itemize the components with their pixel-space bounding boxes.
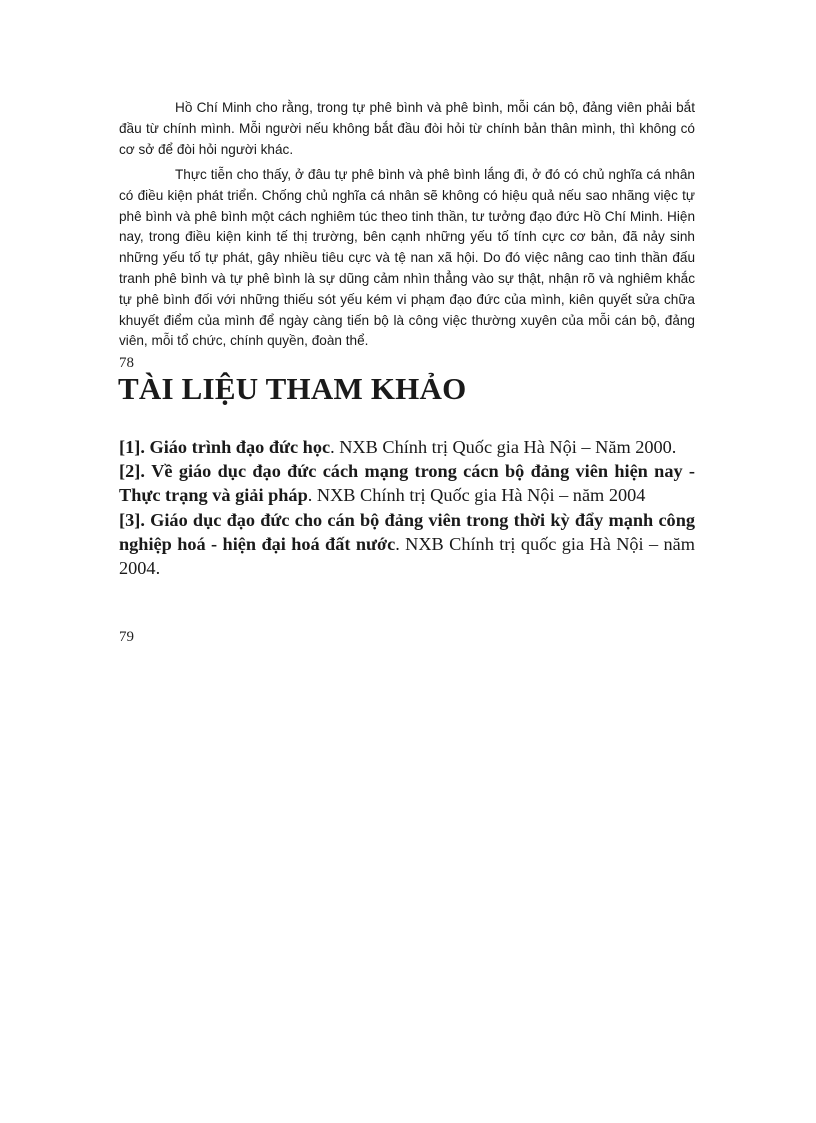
page-number: 79 <box>119 629 134 645</box>
reference-item <box>119 508 695 581</box>
reference-number: [3]. <box>119 509 145 530</box>
references-list <box>119 435 695 580</box>
reference-item <box>119 435 695 459</box>
page-number: 78 <box>119 355 134 371</box>
reference-number: [1]. <box>119 437 145 457</box>
body-paragraph: Hồ Chí Minh cho rằng, trong tự phê bình và phê bình, mỗi cán bộ, đảng viên phải bắt đầu từ chính mình. Mỗi người nếu không bắt đầu đòi hỏi từ chính bản thân mình, thì không có cơ sở để đòi hỏi người khác. <box>119 100 695 157</box>
reference-publisher: . NXB Chính trị quốc gia Hà Nội – năm 2004. <box>119 533 695 579</box>
reference-item <box>119 459 695 507</box>
body-paragraph-2-block <box>119 165 695 352</box>
references-heading: TÀI LIỆU THAM KHẢO <box>118 371 467 406</box>
body-paragraph: Thực tiễn cho thấy, ở đâu tự phê bình và phê bình lắng đi, ở đó có chủ nghĩa cá nhân có điều kiện phát triển. Chống chủ nghĩa cá nhân sẽ không có hiệu quả nếu sao nhãng việc tự phê bình và phê bình một cách nghiêm túc theo tinh thần, tư tưởng đạo đức Hồ Chí Minh. Hiện nay, trong điều kiện kinh tế thị trường, bên cạnh những yếu tố tính cực cơ bản, đã nảy sinh những yếu tố tự phát, gây nhiều tiêu cực và tệ nan xã hội. Do đó việc nâng cao tinh thần đấu tranh phê bình và tự phê bình là sự dũng cảm nhìn thẳng vào sự thật, nhận rõ và nghiêm khắc tự phê bình đối với những thiếu sót yếu kém vi phạm đạo đức của mình, kiên quyết sửa chữa khuyết điểm của mình để ngày càng tiến bộ là công việc thường xuyên của mỗi cán bộ, đảng viên, mỗi tổ chức, chính quyền, đoàn thể. <box>119 167 695 349</box>
reference-title: Về giáo dục đạo đức cách mạng trong cácn bộ đảng viên hiện nay - Thực trạng và giải pháp <box>119 461 695 506</box>
reference-number: [2]. <box>119 461 145 482</box>
reference-title: Giáo trình đạo đức học <box>149 437 331 457</box>
reference-title: Giáo dục đạo đức cho cán bộ đảng viên trong thời kỳ đẩy mạnh công nghiệp hoá - hiện đại hoá đất nước <box>119 509 696 554</box>
reference-publisher: . NXB Chính trị Quốc gia Hà Nội – năm 2004 <box>307 485 646 506</box>
reference-publisher: . NXB Chính trị Quốc gia Hà Nội – Năm 2000. <box>330 437 677 457</box>
body-paragraph-1-block <box>119 98 695 160</box>
